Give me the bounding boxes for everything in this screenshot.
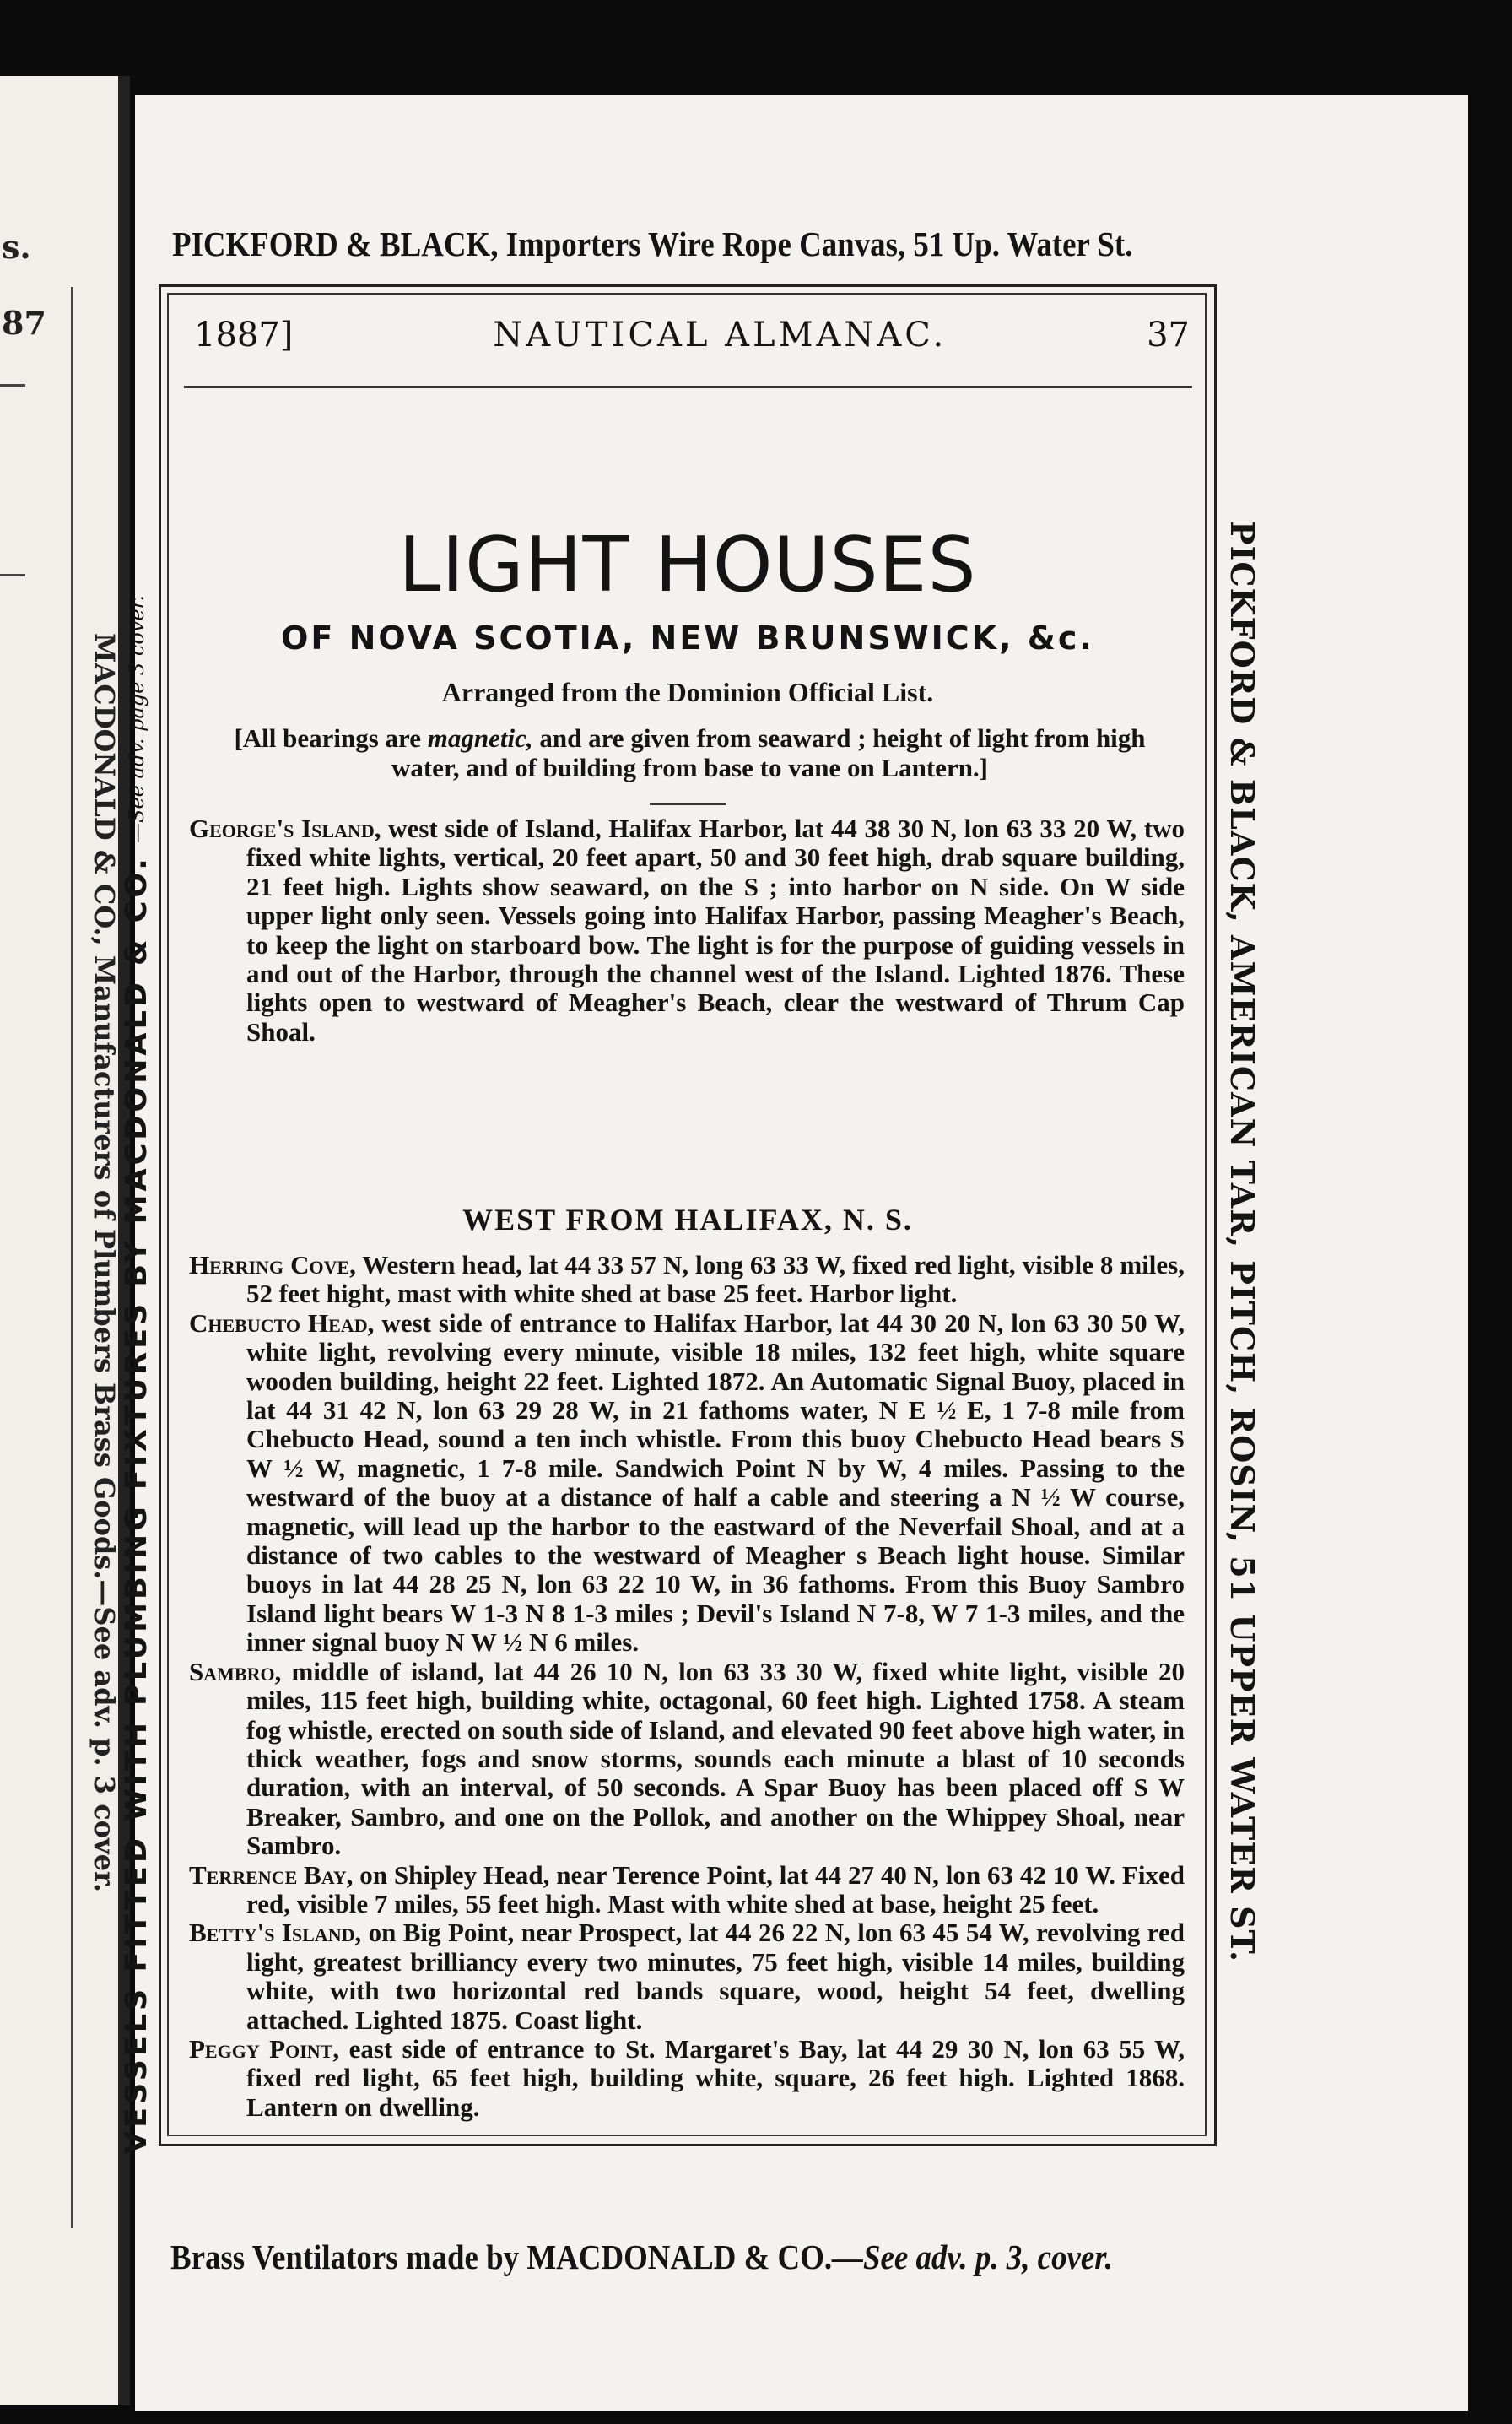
divider bbox=[650, 803, 726, 805]
lighthouse-entry bbox=[189, 1861, 1185, 1919]
lighthouse-entry bbox=[189, 1658, 1185, 1861]
page-subtitle: OF NOVA SCOTIA, NEW BRUNSWICK, &c. bbox=[281, 620, 1094, 657]
right-margin-ad: PICKFORD & BLACK, AMERICAN TAR, PITCH, ROSIN, 51 UPPER WATER ST. bbox=[1223, 521, 1261, 1963]
lighthouse-entry bbox=[189, 1309, 1185, 1658]
lighthouse-name: Peggy Point, bbox=[189, 2033, 340, 2064]
bottom-ad-banner bbox=[170, 2237, 1218, 2277]
bottom-ad-text: Brass Ventilators made by MACDONALD & CO. bbox=[170, 2237, 833, 2276]
left-page-top-fragment: s. bbox=[2, 228, 31, 266]
page-number: 37 bbox=[1147, 316, 1190, 354]
top-ad-banner: PICKFORD & BLACK, Importers Wire Rope Canvas, 51 Up. Water St. bbox=[172, 225, 1133, 263]
header-year: 1887] bbox=[194, 316, 294, 354]
georges-island-entry-block bbox=[189, 814, 1185, 1047]
lighthouse-name: Chebucto Head, bbox=[189, 1307, 375, 1338]
lighthouse-list bbox=[189, 1251, 1185, 2122]
header-title: NAUTICAL ALMANAC. bbox=[493, 316, 948, 354]
left-page-rule bbox=[0, 384, 25, 387]
lighthouse-name: Sambro, bbox=[189, 1656, 282, 1686]
source-note: Arranged from the Dominion Official List. bbox=[441, 677, 934, 707]
header-rule bbox=[184, 386, 1192, 388]
almanac-page bbox=[120, 95, 1468, 2411]
lighthouse-description: on Shipley Head, near Terence Point, lat 44 27 40 N, lon 63 42 10 W. Fixed red, visible 7 miles, 55 feet high. Mast with white shed at base, height 25 feet. bbox=[246, 1859, 1185, 1918]
lighthouse-name: Betty's Island, bbox=[189, 1918, 362, 1948]
left-page-fragment bbox=[0, 76, 130, 2405]
emphasis-magnetic: magnetic, bbox=[427, 723, 533, 753]
lighthouse-entry bbox=[189, 1918, 1185, 2035]
page-title: LIGHT HOUSES bbox=[398, 521, 977, 609]
lighthouse-description: on Big Point, near Prospect, lat 44 26 22 N, lon 63 45 54 W, revolving red light, greatest brilliancy every two minutes, 75 feet high, visible 14 miles, building white, with two horizontal red bands square, wood, height 54 feet, dwelling attached. Lighted 1875. Coast light. bbox=[246, 1918, 1185, 2035]
left-page-number-fragment: 87 bbox=[2, 304, 46, 342]
lighthouse-entry bbox=[189, 814, 1185, 1047]
bottom-ad-reference: —See adv. p. 3, cover. bbox=[832, 2237, 1113, 2276]
lighthouse-name: George's Island, bbox=[189, 814, 381, 843]
lighthouse-name: Herring Cove, bbox=[189, 1250, 356, 1280]
running-header bbox=[194, 316, 1190, 354]
section-heading: WEST FROM HALIFAX, N. S. bbox=[462, 1203, 913, 1236]
lighthouse-description: west side of entrance to Halifax Harbor, lat 44 30 20 N, lon 63 30 50 W, white light, revolving every minute, visible 18 miles, 132 feet high, white square wooden building, height 22 feet. Lighted 1872. An Automatic Signal Buoy, placed in lat 44 31 42 N, lon 63 29 28 W, in 21 fathoms water, N E ½ E, 1 7-8 mile from Chebucto Head, sound a ten inch whistle. From this buoy Chebucto Head bears S W ½ W, magnetic, 1 7-8 mile. Sandwich Point N by W, 4 miles. Passing to the westward of the buoy at a distance of half a cable and steering a N ½ W course, magnetic, will lead up the harbor to the eastward of the Neverfail Shoal, and at a distance of two cables to the westward of Meagher s Beach light house. Similar buoys in lat 44 28 25 N, lon 63 22 10 W, in 36 fathoms. From this Buoy Sambro Island light bears W 1-3 N 8 1-3 miles ; Devil's Island N 7-8, W 7 1-3 miles, and the inner signal buoy N W ½ N 6 miles. bbox=[246, 1307, 1185, 1658]
bearings-note: [All bearings are magnetic, and are given from seaward ; height of light from high water, and of building from base to vane on Lantern.] bbox=[234, 723, 1146, 783]
left-page-rule bbox=[0, 574, 25, 576]
lighthouse-description: Western head, lat 44 33 57 N, long 63 33 W, fixed red light, visible 8 miles, 52 feet hight, mast with white shed at base 25 feet. Harbor light. bbox=[246, 1250, 1185, 1309]
lighthouse-description: west side of Island, Halifax Harbor, lat 44 38 30 N, lon 63 33 20 W, two fixed white lights, vertical, 20 feet apart, 50 and 30 feet high, drab square building, 21 feet high. Lights show seaward, on the S ; into harbor on N side. On W side upper light only seen. Vessels going into Halifax Harbor, passing Meagher's Beach, to keep the light on starboard bow. The light is for the purpose of guiding vessels in and out of the Harbor, through the channel west of the Island. Lighted 1876. These lights open to westward of Meagher's Beach, clear the westward of Thrum Cap Shoal. bbox=[246, 814, 1185, 1047]
left-page-vertical-ad: MACDONALD & CO., Manufacturers of Plumbers Brass Goods.—See adv. p. 3 cover. bbox=[89, 633, 121, 1893]
left-margin-ad bbox=[120, 491, 154, 2154]
lighthouse-entry bbox=[189, 1251, 1185, 1309]
left-margin-ad-reference: —See adv. page 3 cover. bbox=[125, 595, 148, 844]
left-page-border bbox=[71, 287, 73, 2228]
lighthouse-name: Terrence Bay, bbox=[189, 1859, 354, 1890]
lighthouse-entry bbox=[189, 2035, 1185, 2122]
lighthouse-description: east side of entrance to St. Margaret's Bay, lat 44 29 30 N, lon 63 55 W, fixed red light, 65 feet high, building white, square, 26 feet high. Lighted 1868. Lantern on dwelling. bbox=[246, 2033, 1185, 2122]
lighthouse-description: middle of island, lat 44 26 10 N, lon 63 33 30 W, fixed white light, visible 20 miles, 115 feet high, building white, octagonal, 60 feet high. Lighted 1758. A steam fog whistle, erected on south side of Island, and elevated 90 feet above high water, in thick weather, fogs and snow storms, sounds each minute a blast of 10 seconds duration, with an interval, of 50 seconds. A Spar Buoy has been placed off S W Breaker, Sambro, and one on the Pollok, and another on the Whippey Shoal, near Sambro. bbox=[246, 1656, 1185, 1861]
left-margin-ad-main: VESSELS FITTED WITH PLUMBING FIXTURES BY MACDONALD & CO. bbox=[120, 855, 154, 2154]
